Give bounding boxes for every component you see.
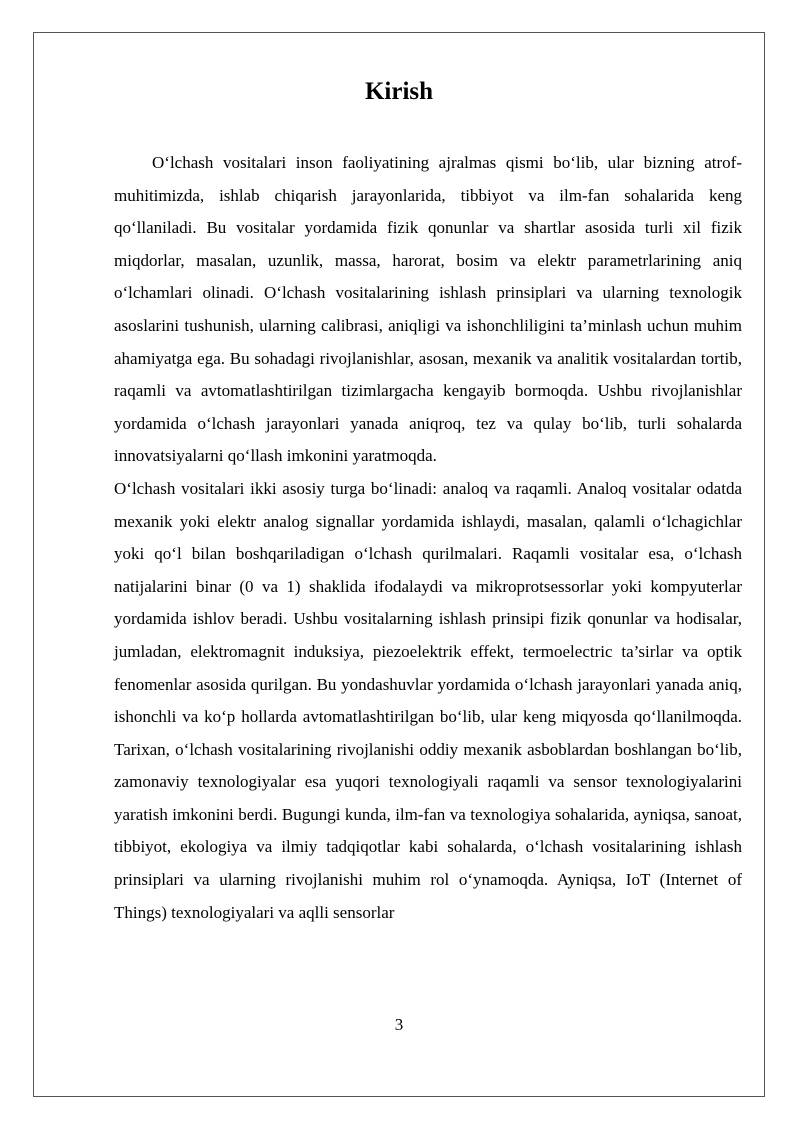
page-number: 3 bbox=[394, 1015, 404, 1034]
paragraph-types: O‘lchash vositalari ikki asosiy turga bo‘linadi: analoq va raqamli. Analoq vositalar odatda mexanik yoki elektr analog signallar yordamida ishlaydi, masalan, qalamli o‘lchagichlar yoki qo‘l bilan boshqariladigan o‘lchash qurilmalari. Raqamli vositalar esa, o‘lchash natijalarini binar (0 va 1) shaklida ifodalaydi va mikroprotsessorlar yoki kompyuterlar yordamida ishlov beradi. Ushbu vositalarning ishlash prinsipi fizik qonunlar va hodisalar, jumladan, elektromagnit induksiya, piezoelektrik effekt, termoelectric ta’sirlar va optik fenomenlar asosida qurilgan. Bu yondashuvlar yordamida o‘lchash jarayonlari yanada aniq, ishonchli va ko‘p hollarda avtomatlashtirilgan bo‘lib, ular keng miqyosda qo‘llanilmoqda. Tarixan, o‘lchash vositalarining rivojlanishi oddiy mexanik asboblardan boshlangan bo‘lib, zamonaviy texnologiyalar esa yuqori texnologiyali raqamli va sensor texnologiyalarini yaratish imkonini berdi. Bugungi kunda, ilm-fan va texnologiya sohalarida, ayniqsa, sanoat, tibbiyot, ekologiya va ilmiy tadqiqotlar kabi sohalarda, o‘lchash vositalarining ishlash prinsiplari va ularning rivojlanishi muhim rol o‘ynamoqda. Ayniqsa, IoT (Internet of Things) texnologiyalari va aqlli sensorlar bbox=[114, 478, 742, 922]
document-body bbox=[114, 147, 742, 929]
paragraph-intro: O‘lchash vositalari inson faoliyatining ajralmas qismi bo‘lib, ular bizning atrof-muhitimizda, ishlab chiqarish jarayonlarida, tibbiyot va ilm-fan sohalarida keng qo‘llaniladi. Bu vositalar yordamida fizik qonunlar va shartlar asosida turli xil fizik miqdorlar, masalan, uzunlik, massa, harorat, bosim va elektr parametrlarining aniq o‘lchamlari olinadi. O‘lchash vositalarining ishlash prinsiplari va ularning texnologik asoslarini tushunish, ularning calibrasi, aniqligi va ishonchliligini ta’minlash uchun muhim ahamiyatga ega. Bu sohadagi rivojlanishlar, asosan, mexanik va analitik vositalardan tortib, raqamli va avtomatlashtirilgan tizimlargacha kengayib bormoqda. Ushbu rivojlanishlar yordamida o‘lchash jarayonlari yanada aniqroq, tez va qulay bo‘lib, turli sohalarda innovatsiyalarni qo‘llash imkonini yaratmoqda. bbox=[114, 153, 742, 466]
page-title: Kirish bbox=[364, 78, 434, 105]
